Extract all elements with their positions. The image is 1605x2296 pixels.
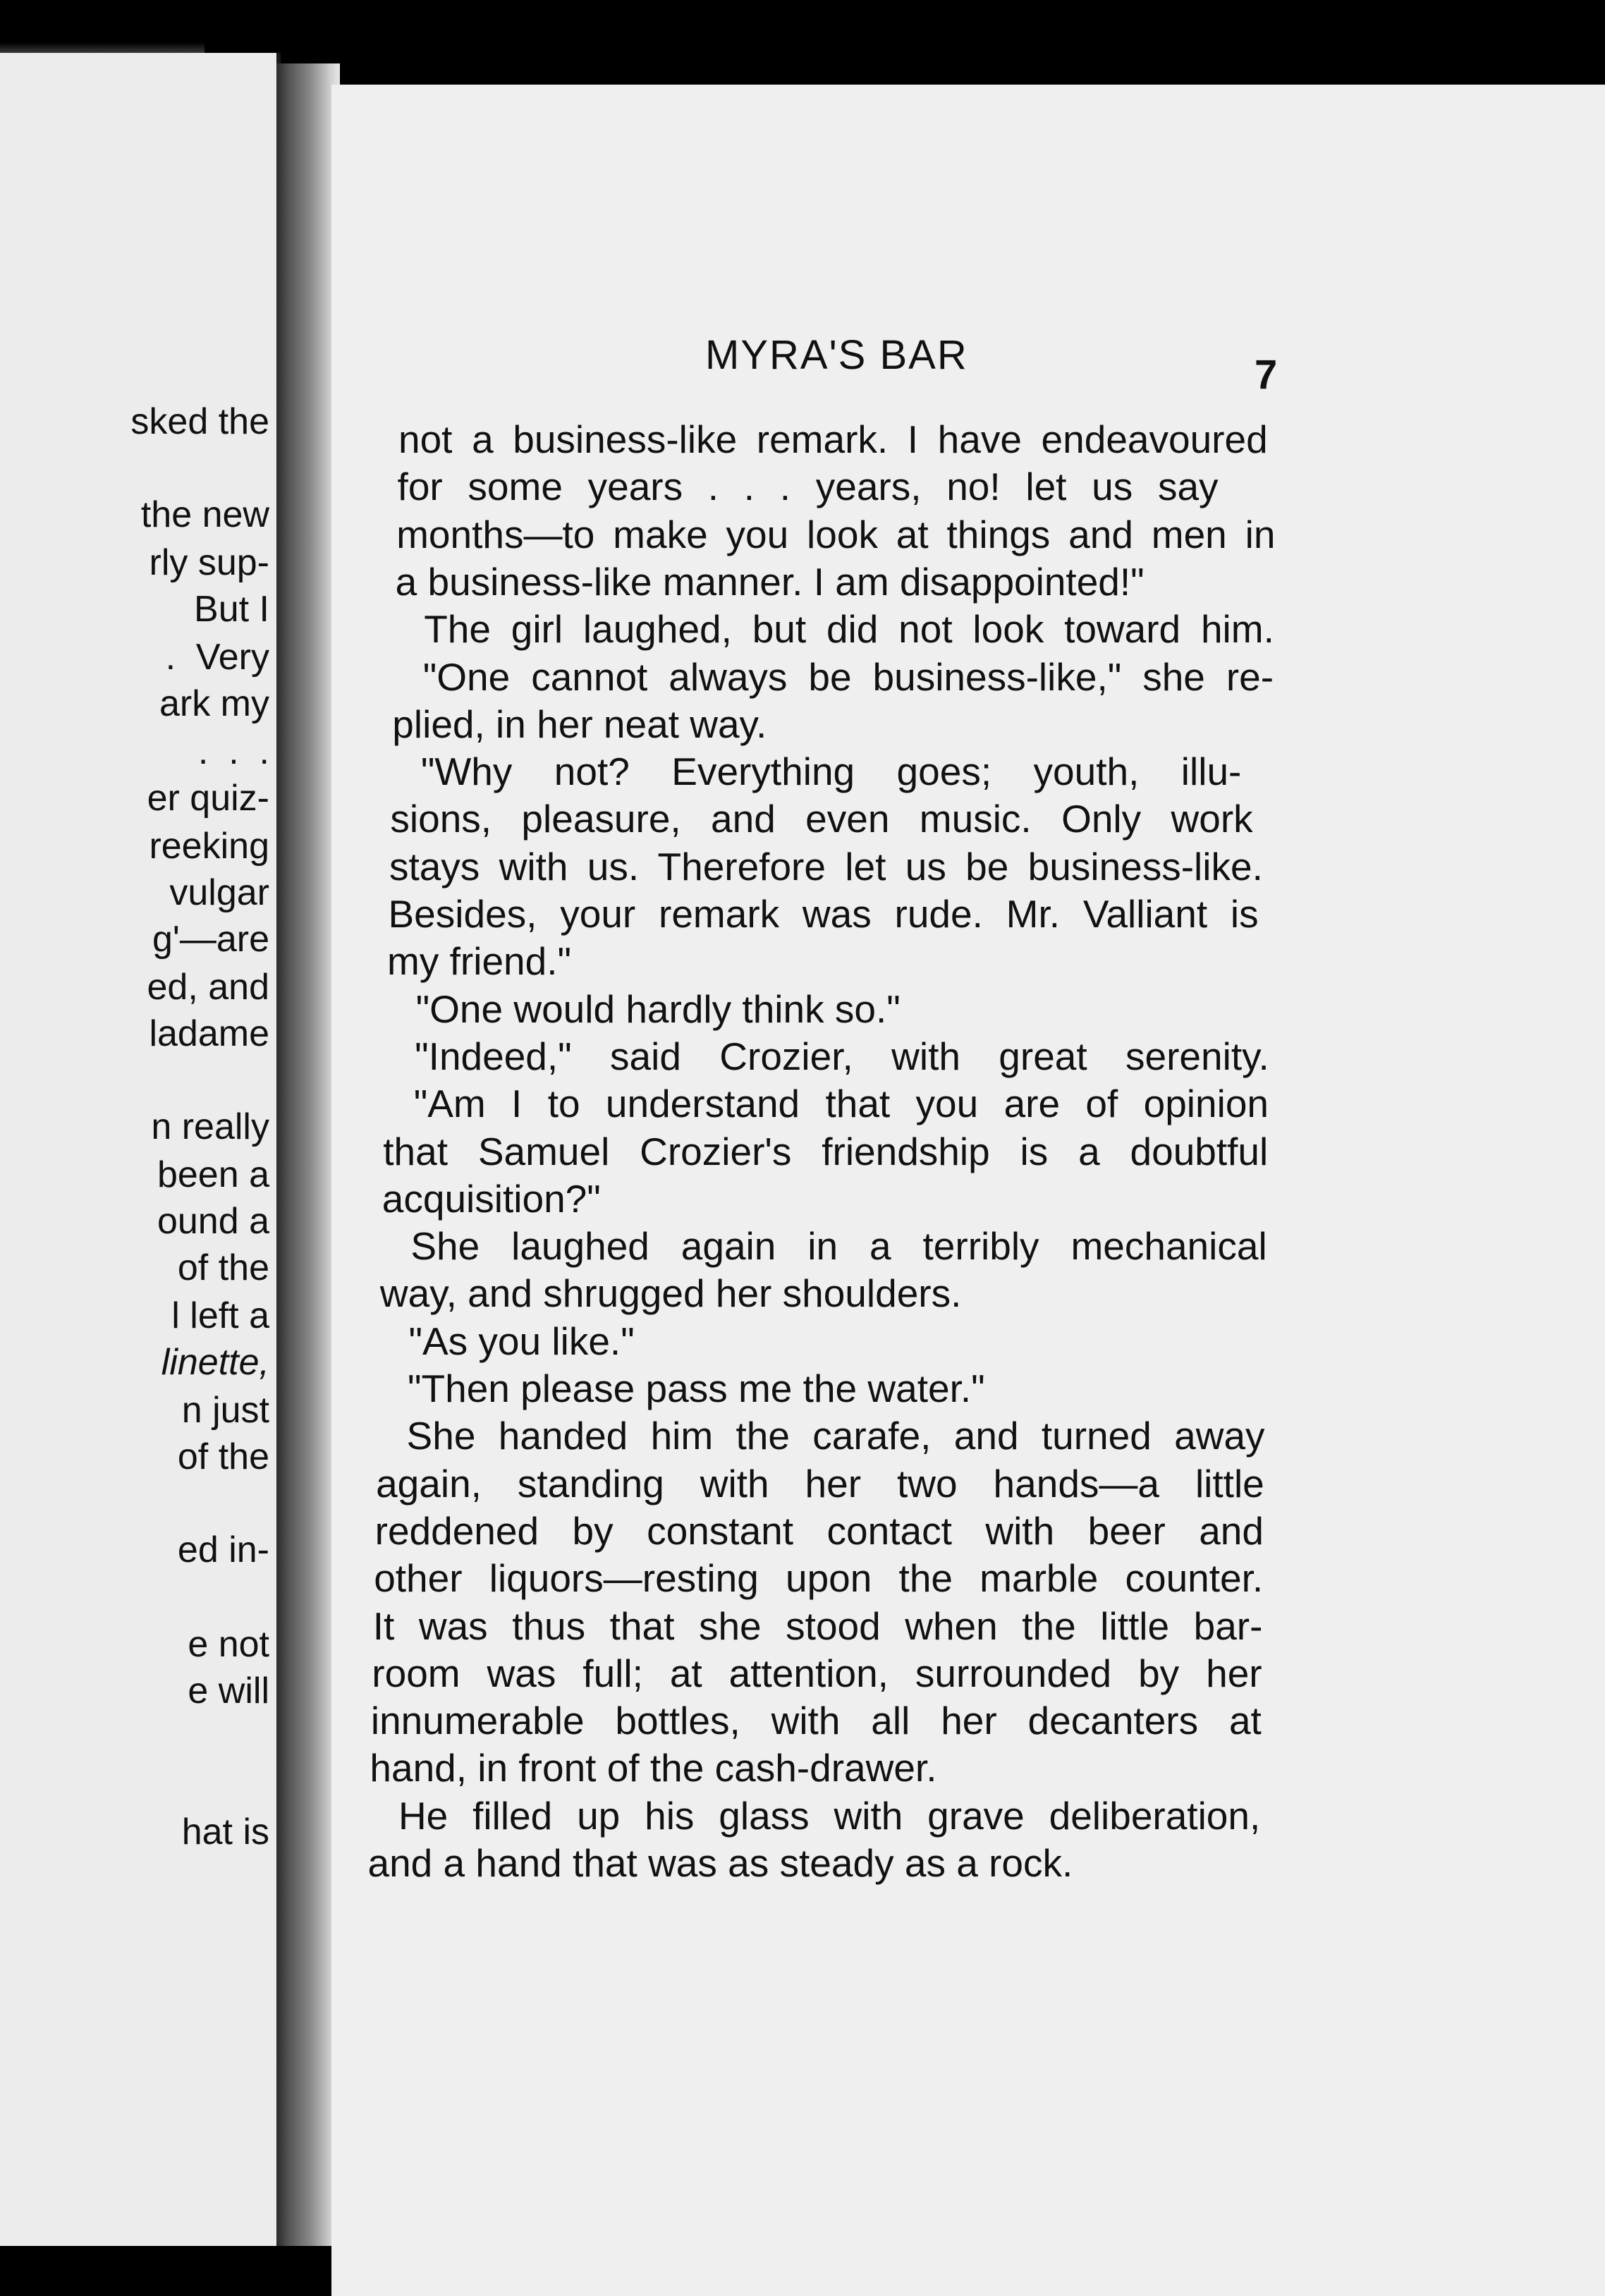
body-line: my friend." <box>387 939 572 984</box>
left-page-line: . . . <box>197 731 269 772</box>
left-page-line: e will <box>188 1671 269 1711</box>
left-page-line: hat is <box>181 1812 269 1852</box>
body-line: Besides, your remark was rude. Mr. Valliant is <box>388 892 1259 936</box>
left-page-line: e not <box>188 1624 269 1665</box>
body-line: room was full; at attention, surrounded by her <box>372 1651 1262 1695</box>
left-page-line: been a <box>157 1154 269 1195</box>
left-page-line: l left a <box>171 1295 269 1336</box>
body-line: It was thus that she stood when the little bar- <box>372 1604 1263 1648</box>
left-page-line: ark my <box>159 683 269 724</box>
left-page-line: linette, <box>161 1342 269 1383</box>
left-page-line: ed in- <box>177 1529 269 1570</box>
running-header: MYRA'S BAR <box>705 332 968 378</box>
body-line: "One would hardly think so." <box>415 987 901 1031</box>
body-line: "Then please pass me the water." <box>408 1367 985 1410</box>
left-page-line: ound a <box>157 1201 269 1242</box>
body-line: "Am I to understand that you are of opinion <box>413 1082 1269 1126</box>
book-gutter <box>276 63 340 2246</box>
body-line: other liquors—resting upon the marble counter. <box>374 1556 1264 1601</box>
left-page-line: of the <box>177 1436 269 1477</box>
body-line: "Indeed," said Crozier, with great serenity. <box>415 1034 1269 1078</box>
body-line: a business-like manner. I am disappointed!" <box>395 559 1145 604</box>
body-line: plied, in her neat way. <box>392 702 767 746</box>
body-line: reddened by constant contact with beer and <box>374 1508 1264 1553</box>
body-line: sions, pleasure, and even music. Only work <box>390 797 1253 841</box>
body-line: "As you like." <box>408 1319 635 1363</box>
left-page-line: of the <box>177 1247 269 1288</box>
left-page-line: But I <box>194 589 269 630</box>
left-page <box>0 53 281 2246</box>
body-line: that Samuel Crozier's friendship is a doubtful <box>383 1129 1269 1173</box>
left-page-line: n just <box>181 1390 269 1431</box>
left-page-line: vulgar <box>169 872 269 913</box>
body-line: "Why not? Everything goes; youth, illu- <box>420 750 1242 794</box>
body-line: for some years . . . years, no! let us say <box>397 465 1219 509</box>
body-line: not a business-like remark. I have endeavoured <box>398 417 1268 461</box>
left-page-line: ladame <box>149 1013 269 1054</box>
body-line: He filled up his glass with grave deliberation, <box>398 1793 1261 1838</box>
left-page-line: g'—are <box>152 919 269 960</box>
body-line: hand, in front of the cash-drawer. <box>370 1746 937 1790</box>
body-line: and a hand that was as steady as a rock. <box>367 1841 1073 1885</box>
left-page-line: n really <box>151 1106 269 1147</box>
body-line: innumerable bottles, with all her decanters at <box>370 1699 1262 1743</box>
left-page-line: rly sup- <box>149 542 269 583</box>
body-line: The girl laughed, but did not look toward him. <box>424 607 1274 652</box>
left-page-line: sked the <box>130 401 269 442</box>
left-page-line: . Very <box>165 637 269 678</box>
body-line: She laughed again in a terribly mechanical <box>410 1224 1267 1269</box>
page-number: 7 <box>1255 352 1278 398</box>
body-line: way, and shrugged her shoulders. <box>379 1271 962 1316</box>
body-line: "One cannot always be business-like," she re- <box>422 654 1274 699</box>
body-line: again, standing with her two hands—a little <box>376 1461 1264 1506</box>
body-line: months—to make you look at things and men in <box>396 512 1276 556</box>
body-line: stays with us. Therefore let us be business-like. <box>389 844 1263 889</box>
body-line: She handed him the carafe, and turned away <box>406 1414 1265 1458</box>
left-page-line: ed, and <box>147 967 269 1008</box>
left-page-line: reeking <box>149 826 269 867</box>
body-line: acquisition?" <box>382 1176 601 1221</box>
left-page-line: the new <box>140 494 269 535</box>
left-page-line: er quiz- <box>147 778 269 819</box>
